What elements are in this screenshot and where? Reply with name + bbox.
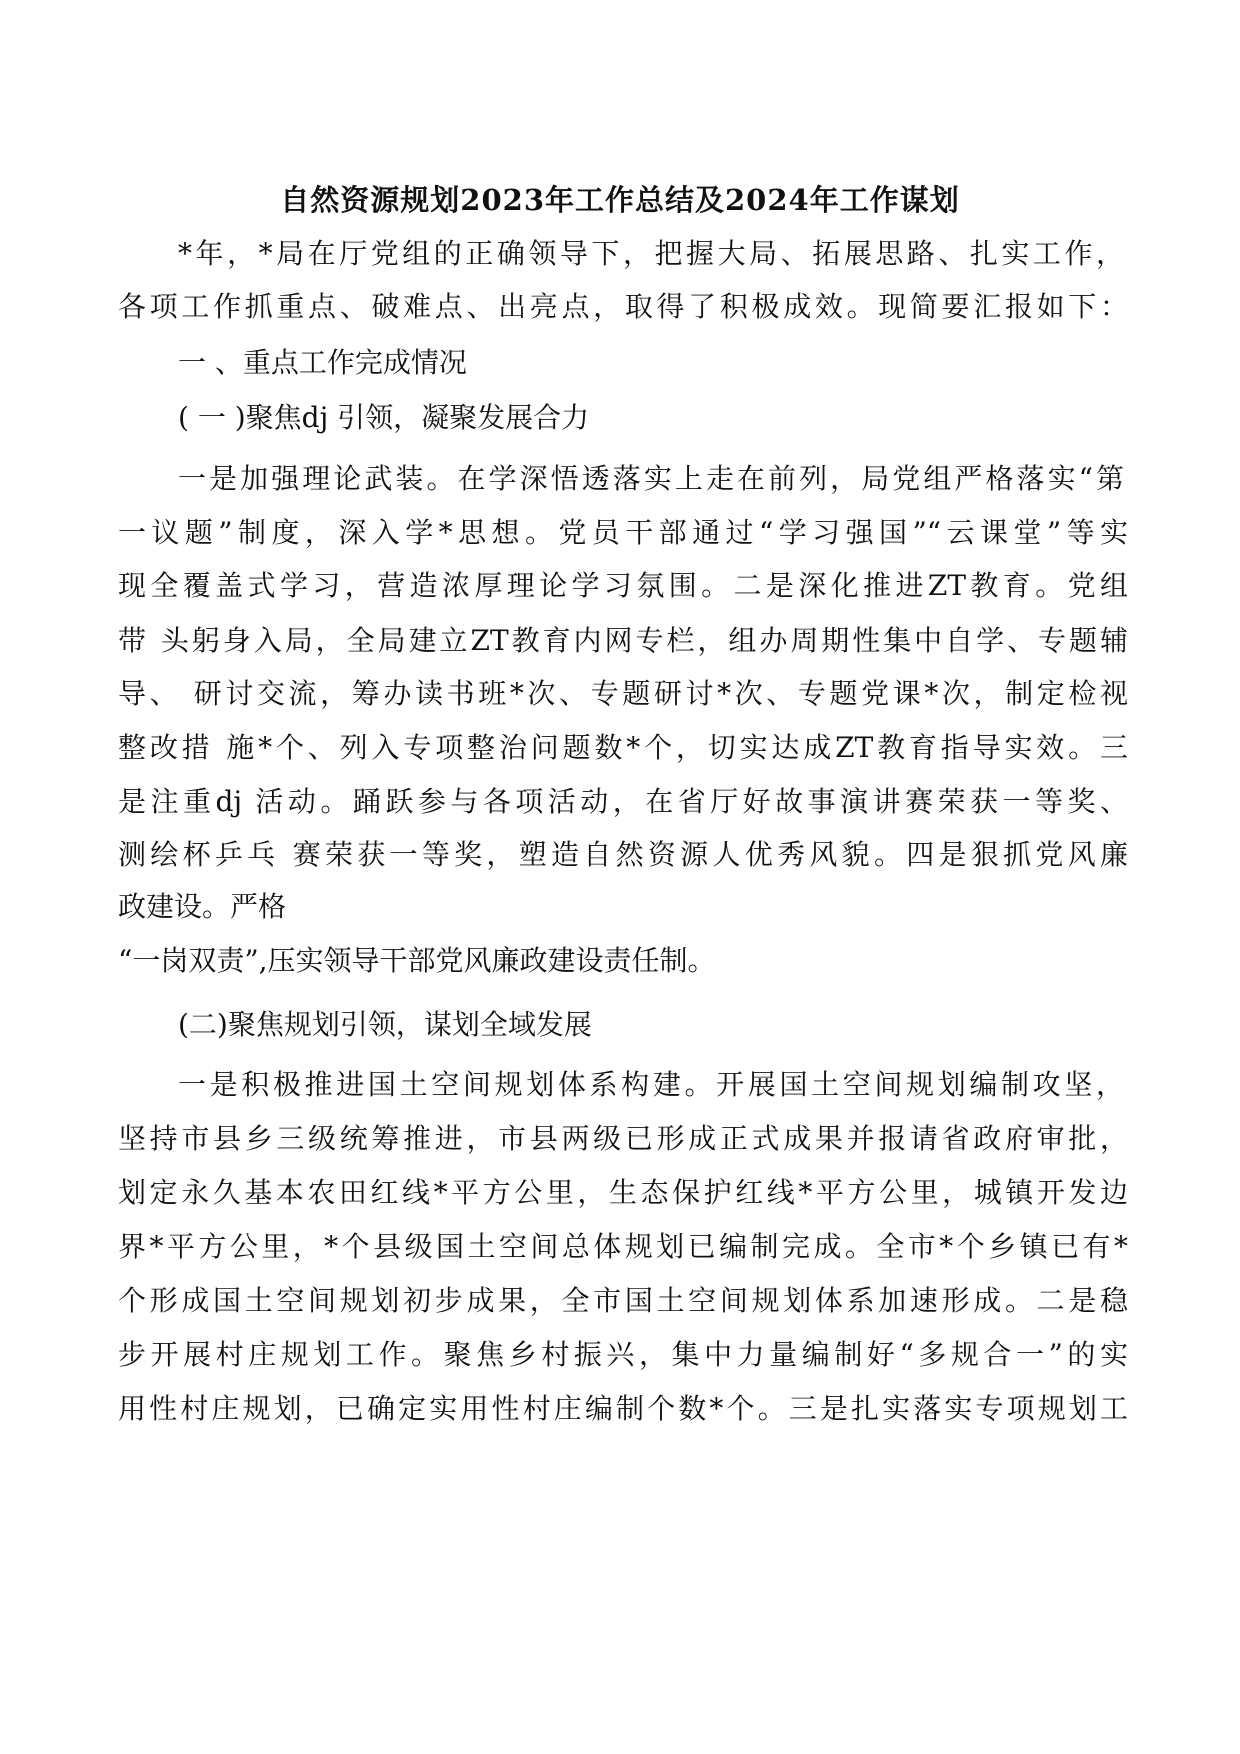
paragraph-line: 划定永久基本农田红线*平方公里，生态保护红线*平方公里，城镇开发边	[118, 1176, 1128, 1209]
paragraph-line: 一议题”制度，深入学*思想。党员干部通过“学习强国”“云课堂”等实	[118, 516, 1128, 549]
paragraph-line: 用性村庄规划，已确定实用性村庄编制个数*个。三是扎实落实专项规划工	[118, 1392, 1128, 1425]
paragraph-line: 是注重dj 活动。踊跃参与各项活动，在省厅好故事演讲赛荣获一等奖、	[118, 785, 1128, 818]
paragraph-line: 坚持市县乡三级统筹推进，市县两级已形成正式成果并报请省政府审批，	[118, 1122, 1128, 1155]
paragraph-line: 一是积极推进国土空间规划体系构建。开展国土空间规划编制攻坚，	[178, 1068, 1124, 1101]
paragraph-line: *年，*局在厅党组的正确领导下，把握大局、拓展思路、扎实工作，	[178, 237, 1124, 270]
paragraph-line: “一岗双责”,压实领导干部党风廉政建设责任制。	[118, 944, 716, 977]
paragraph-line: 导、 研讨交流，筹办读书班*次、专题研讨*次、专题党课*次，制定检视	[118, 677, 1128, 710]
paragraph-line: 测绘杯乒乓 赛荣获一等奖，塑造自然资源人优秀风貌。四是狠抓党风廉	[118, 838, 1128, 871]
paragraph-line: 带 头躬身入局，全局建立ZT教育内网专栏，组办周期性集中自学、专题辅	[118, 624, 1128, 657]
paragraph-line: 界*平方公里，*个县级国土空间总体规划已编制完成。全市*个乡镇已有*	[118, 1230, 1128, 1263]
paragraph-line: 整改措 施*个、列入专项整治问题数*个，切实达成ZT教育指导实效。三	[118, 731, 1128, 764]
subsection-heading: ( 一 )聚焦dj 引领，凝聚发展合力	[178, 401, 590, 434]
paragraph-line: 个形成国土空间规划初步成果，全市国土空间规划体系加速形成。二是稳	[118, 1284, 1128, 1317]
paragraph-line: 政建设。严格	[118, 890, 287, 923]
paragraph-line: 现全覆盖式学习，营造浓厚理论学习氛围。二是深化推进ZT教育。党组	[118, 569, 1128, 602]
paragraph-line: 一是加强理论武装。在学深悟透落实上走在前列，局党组严格落实“第	[178, 462, 1124, 495]
document-title: 自然资源规划2023年工作总结及2024年工作谋划	[280, 183, 960, 217]
section-heading: 一 、重点工作完成情况	[178, 346, 467, 379]
subsection-heading: (二)聚焦规划引领，谋划全域发展	[178, 1008, 592, 1041]
paragraph-line: 步开展村庄规划工作。聚焦乡村振兴，集中力量编制好“多规合一”的实	[118, 1338, 1128, 1371]
paragraph-line: 各项工作抓重点、破难点、出亮点，取得了积极成效。现简要汇报如下：	[118, 290, 1128, 323]
